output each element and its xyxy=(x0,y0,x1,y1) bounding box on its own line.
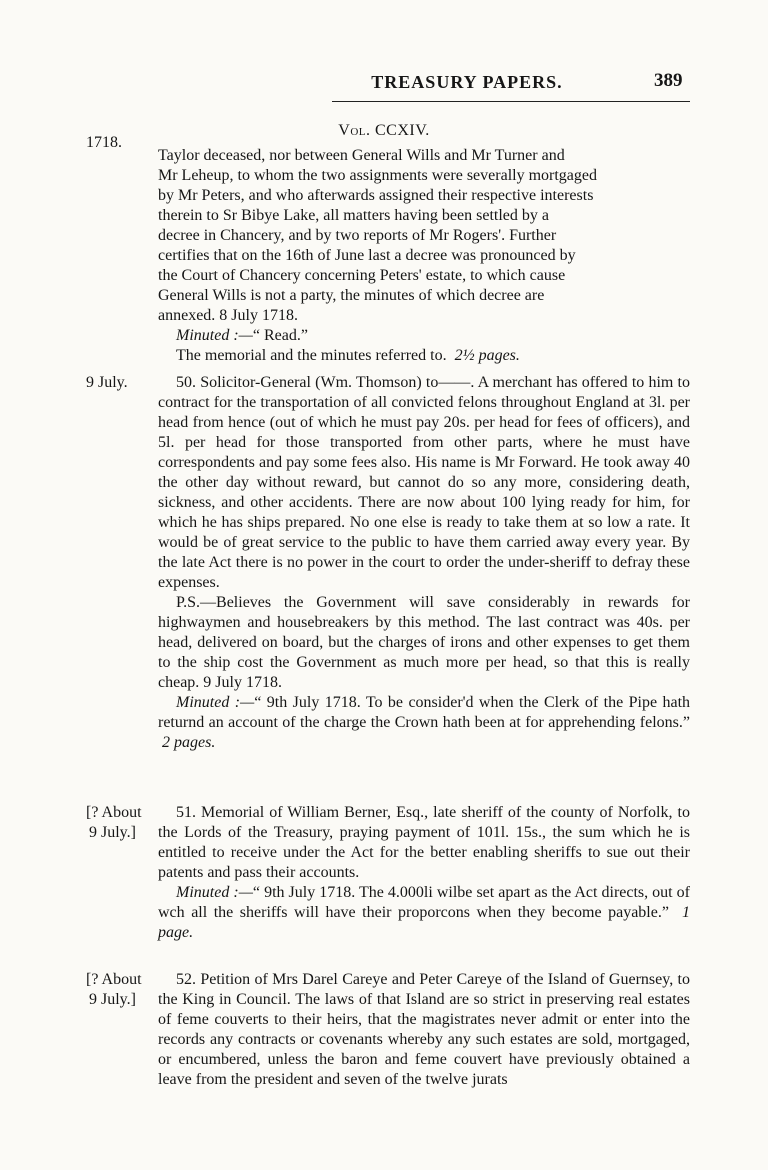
date-line: 9 July.] xyxy=(89,991,136,1008)
entry-49-line: Taylor deceased, nor between General Wills and Mr Turner and xyxy=(158,147,565,164)
minute-text: “ 9th July 1718. To be consider'd when the Clerk of the Pipe hath returnd an account of the charge the Crown hath been at for apprehending felons.” xyxy=(158,694,691,731)
entry-51-text: 51. Memorial of William Berner, Esq., late sheriff of the county of Norfolk, to the Lords of the Treasury, praying payment of 101l. 15s., the sum which he is entitled to receive under the Act for the better enabling sheriffs to sue out their patents and pass their accounts. xyxy=(158,804,690,881)
entry-49-line: by Mr Peters, and who afterwards assigned their respective interests xyxy=(158,187,594,204)
entry-49-closing xyxy=(158,346,690,366)
entry-49-minute xyxy=(158,326,690,346)
entry-49-line: decree in Chancery, and by two reports of Mr Rogers'. Further xyxy=(158,227,557,244)
closing-text: The memorial and the minutes referred to. xyxy=(176,347,447,364)
running-header: TREASURY PAPERS. xyxy=(371,72,563,92)
entry-50-minute xyxy=(158,693,690,753)
header-rule xyxy=(332,101,690,102)
entry-49-continuation xyxy=(158,146,690,366)
entry-52-text: 52. Petition of Mrs Darel Careye and Peter Careye of the Island of Guernsey, to the King in Council. The laws of that Island are so strict in preserving real estates of feme couverts to their heirs, that the magistrates never admit or enter into the records any contracts or covenants whereby any such estates are sold, mortgaged, or encumbered, unless the baron and feme couvert have previously obtained a leave from the president and seven of the twelve jurats xyxy=(158,971,690,1088)
entry-49-line: certifies that on the 16th of June last a decree was pronounced by xyxy=(158,247,576,264)
entry-51-date xyxy=(86,803,156,843)
entry-52-date xyxy=(86,970,156,1010)
entry-49-line: the Court of Chancery concerning Peters' estate, to which cause xyxy=(158,267,566,284)
date-line: [? About xyxy=(86,971,142,988)
page-count: 1 page. xyxy=(158,904,690,941)
entry-50-postscript: P.S.—Believes the Government will save considerably in rewards for highwaymen and housebreakers by this method. The last contract was 40s. per head, delivered on board, but the charges of irons and other expenses to get them to the ship cost the Government as much more per head, so that this is really cheap. 9 July 1718. xyxy=(158,594,690,691)
entry-49-line: Mr Leheup, to whom the two assignments were severally mortgaged xyxy=(158,167,597,184)
page-number: 389 xyxy=(654,70,683,91)
minuted-label: Minuted :— xyxy=(176,884,253,901)
date-line: 9 July.] xyxy=(89,824,136,841)
minuted-label: Minuted :— xyxy=(176,327,253,344)
entry-52 xyxy=(158,970,690,1090)
page-count: 2½ pages. xyxy=(454,347,520,364)
entry-51-minute xyxy=(158,883,690,943)
entry-49-line: General Wills is not a party, the minutes of which decree are xyxy=(158,287,545,304)
entry-50-date: 9 July. xyxy=(86,374,128,391)
date-line: [? About xyxy=(86,804,142,821)
volume-heading: Vol. CCXIV. xyxy=(338,122,430,139)
entry-49-line: therein to Sr Bibye Lake, all matters having been settled by a xyxy=(158,207,549,224)
entry-50-text: 50. Solicitor-General (Wm. Thomson) to——. A merchant has offered to him to contract for the transportation of all convicted felons throughout England at 3l. per head from hence (out of which he must pay 20s. per head for fees of officers), and 5l. per head for those transported from other parts, where he must have correspondents and pay some fees also. His name is Mr Forward. He took away 40 the other day without reward, but cannot do so any more, considering death, sickness, and other accidents. There are now about 100 lying ready for him, for which he has ships prepared. No one else is ready to take them at so low a rate. It would be of great service to the public to have them carried away every year. By the late Act there is no power in the court to order the under-sheriff to defray these expenses. xyxy=(158,374,690,591)
page-count: 2 pages. xyxy=(162,734,216,751)
entry-49-line: annexed. 8 July 1718. xyxy=(158,307,298,324)
minuted-label: Minuted :— xyxy=(176,694,255,711)
minute-text: “ Read.” xyxy=(252,327,308,344)
entry-50 xyxy=(158,373,690,753)
minute-text: “ 9th July 1718. The 4.000li wilbe set apart as the Act directs, out of wch all the sheriffs will have their proporcons when they become payable.” xyxy=(158,884,690,921)
entry-51 xyxy=(158,803,690,943)
margin-year: 1718. xyxy=(86,134,122,151)
